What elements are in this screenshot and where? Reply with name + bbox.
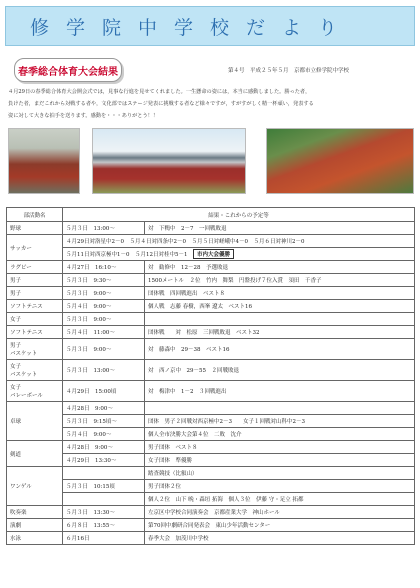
club-name: 男子 xyxy=(7,274,63,287)
table-row xyxy=(7,326,415,339)
event-result xyxy=(145,313,415,326)
table-row xyxy=(7,287,415,300)
champion-badge: 市内大会優勝 xyxy=(193,249,234,259)
event-result: 男子団体 ベスト８ xyxy=(145,441,415,454)
table-row xyxy=(7,454,415,467)
match-log: ５月11日対西京極中1－0 ５月12日対桂中5－1 市内大会優勝 xyxy=(63,248,415,261)
club-name: ラグビー xyxy=(7,261,63,274)
event-date: ５月３日 13:30～ xyxy=(63,506,145,519)
table-row xyxy=(7,381,415,402)
event-result: 個人戦 志藤 春樹，西峯 遼太 ベスト16 xyxy=(145,300,415,313)
table-row xyxy=(7,261,415,274)
intro-line: 負けた者，まだこれから対戦する者や，文化部ではステージ発表に挑戦する者など様々ですが，すがすがしく精一杯頑い，発表する xyxy=(8,101,314,107)
event-date: ５月４日 9:00～ xyxy=(63,300,145,313)
event-result: 左京区中学校合同演奏会 京都産業大学 神山ホール xyxy=(145,506,415,519)
event-result: 団体戦 四回戦進出 ベスト８ xyxy=(145,287,415,300)
table-row xyxy=(7,493,415,506)
col-header-results: 結果・これからの予定等 xyxy=(63,208,415,222)
article-headline: 春季総合体育大会結果 xyxy=(14,58,122,82)
event-date: ４月29日 13:30～ xyxy=(63,454,145,467)
event-date: ４月27日 16:10～ xyxy=(63,261,145,274)
event-date: ５月３日 13:00～ xyxy=(63,222,145,235)
club-name: 男子 xyxy=(7,287,63,300)
event-result: 対 下鴨中 2－7 一回戦敗退 xyxy=(145,222,415,235)
club-name: ソフトテニス xyxy=(7,300,63,313)
table-row xyxy=(7,222,415,235)
event-result: 春季大会 加茂川中学校 xyxy=(145,532,415,545)
event-date: ５月３日 9:00～ xyxy=(63,313,145,326)
newsletter-banner xyxy=(5,6,415,46)
photo-marching-parade xyxy=(266,128,414,194)
table-body xyxy=(7,222,415,545)
event-date: ５月３日 10:15頃 xyxy=(63,480,145,493)
event-result: 踏査競技（比叡山） xyxy=(145,467,415,480)
club-name: 女子 xyxy=(7,313,63,326)
match-log: ４月29日対洛星中2－0 ５月４日対四条中2－0 ５月５日対嵯峨中4－0 ５月６日対神川2－0 xyxy=(63,235,415,248)
table-row xyxy=(7,467,415,480)
table-row xyxy=(7,532,415,545)
club-name: 剣道 xyxy=(7,441,63,467)
table-row xyxy=(7,300,415,313)
club-name: 卓球 xyxy=(7,402,63,441)
club-name: 女子 バレーボール xyxy=(7,381,63,402)
table-row xyxy=(7,339,415,360)
event-result: 男子団体２位 xyxy=(145,480,415,493)
table-row xyxy=(7,274,415,287)
event-date: ４月28日 9:00～ xyxy=(63,402,145,415)
event-result: 団体 男子２回戦対西京極中2－3 女子１回戦対山科中2－3 xyxy=(145,415,415,428)
event-date: ５月４日 11:00～ xyxy=(63,326,145,339)
club-name: ワンゲル xyxy=(7,467,63,506)
club-name: サッカー xyxy=(7,235,63,261)
event-result: 対 勧修中 12－28 予選敗退 xyxy=(145,261,415,274)
club-name: 男子 バスケット xyxy=(7,339,63,360)
event-date xyxy=(63,493,145,506)
event-date: ５月３日 9:00～ xyxy=(63,287,145,300)
event-result xyxy=(145,402,415,415)
club-name: 水泳 xyxy=(7,532,63,545)
event-date: ６月８日 13:55～ xyxy=(63,519,145,532)
table-row xyxy=(7,235,415,248)
event-result: 団体戦 対 松原 三回戦敗退 ベスト32 xyxy=(145,326,415,339)
club-name: 演劇 xyxy=(7,519,63,532)
table-row xyxy=(7,441,415,454)
event-date xyxy=(63,467,145,480)
intro-line: ４月29日の春季総合体育大会開会式では，見事な行進を見せてくれました。一生懸命の姿には，本当に感動しました。勝った者， xyxy=(8,89,311,95)
photo-team-lineup xyxy=(8,128,80,194)
table-row xyxy=(7,519,415,532)
event-result: 第70回中劇研合同発表会 東山少年活動センター xyxy=(145,519,415,532)
table-row xyxy=(7,480,415,493)
intro-line: 姿に対して大きな拍手を送ります。感動を・・・ありがとう！！ xyxy=(8,113,159,119)
club-name: 野球 xyxy=(7,222,63,235)
club-name: ソフトテニス xyxy=(7,326,63,339)
event-date: ５月３日 9:15頃～ xyxy=(63,415,145,428)
event-date: ６月16日 xyxy=(63,532,145,545)
results-table xyxy=(6,207,415,545)
event-result: 女子団体 準優勝 xyxy=(145,454,415,467)
event-result: 個人２位 山下 晩・森垣 拓海 個人３位 伊藤 守・足立 拓都 xyxy=(145,493,415,506)
table-row xyxy=(7,415,415,428)
issue-line: 第４号 平成２５年５月 京都市立修学院中学校 xyxy=(228,68,350,74)
club-name: 吹奏楽 xyxy=(7,506,63,519)
table-header-row xyxy=(7,208,415,222)
event-date: ４月29日 15:00頃 xyxy=(63,381,145,402)
event-date: ５月３日 9:00～ xyxy=(63,339,145,360)
table-row xyxy=(7,506,415,519)
table-row xyxy=(7,360,415,381)
club-name: 女子 バスケット xyxy=(7,360,63,381)
event-result: 1500メートル ２位 竹内 舞梨 円盤投げ７位入賞 須田 千香子 xyxy=(145,274,415,287)
event-result: 個人全市決勝大会第４位 二敗 沈介 xyxy=(145,428,415,441)
table-row xyxy=(7,313,415,326)
table-row xyxy=(7,428,415,441)
photo-opening-ceremony xyxy=(92,128,246,194)
table-row xyxy=(7,402,415,415)
event-date: ５月３日 13:00～ xyxy=(63,360,145,381)
event-result: 対 西ノ京中 29－55 ２回戦敗退 xyxy=(145,360,415,381)
table-row xyxy=(7,248,415,261)
event-result: 対 藤森中 29－38 ベスト16 xyxy=(145,339,415,360)
event-date: ４月28日 9:00～ xyxy=(63,441,145,454)
intro-paragraph xyxy=(8,86,412,122)
col-header-club: 部活動名 xyxy=(7,208,63,222)
event-date: ５月４日 9:00～ xyxy=(63,428,145,441)
event-result: 対 梅津中 1－2 ３回戦進出 xyxy=(145,381,415,402)
event-date: ５月３日 9:30～ xyxy=(63,274,145,287)
banner-title: 修学院中学校だより xyxy=(30,16,355,39)
